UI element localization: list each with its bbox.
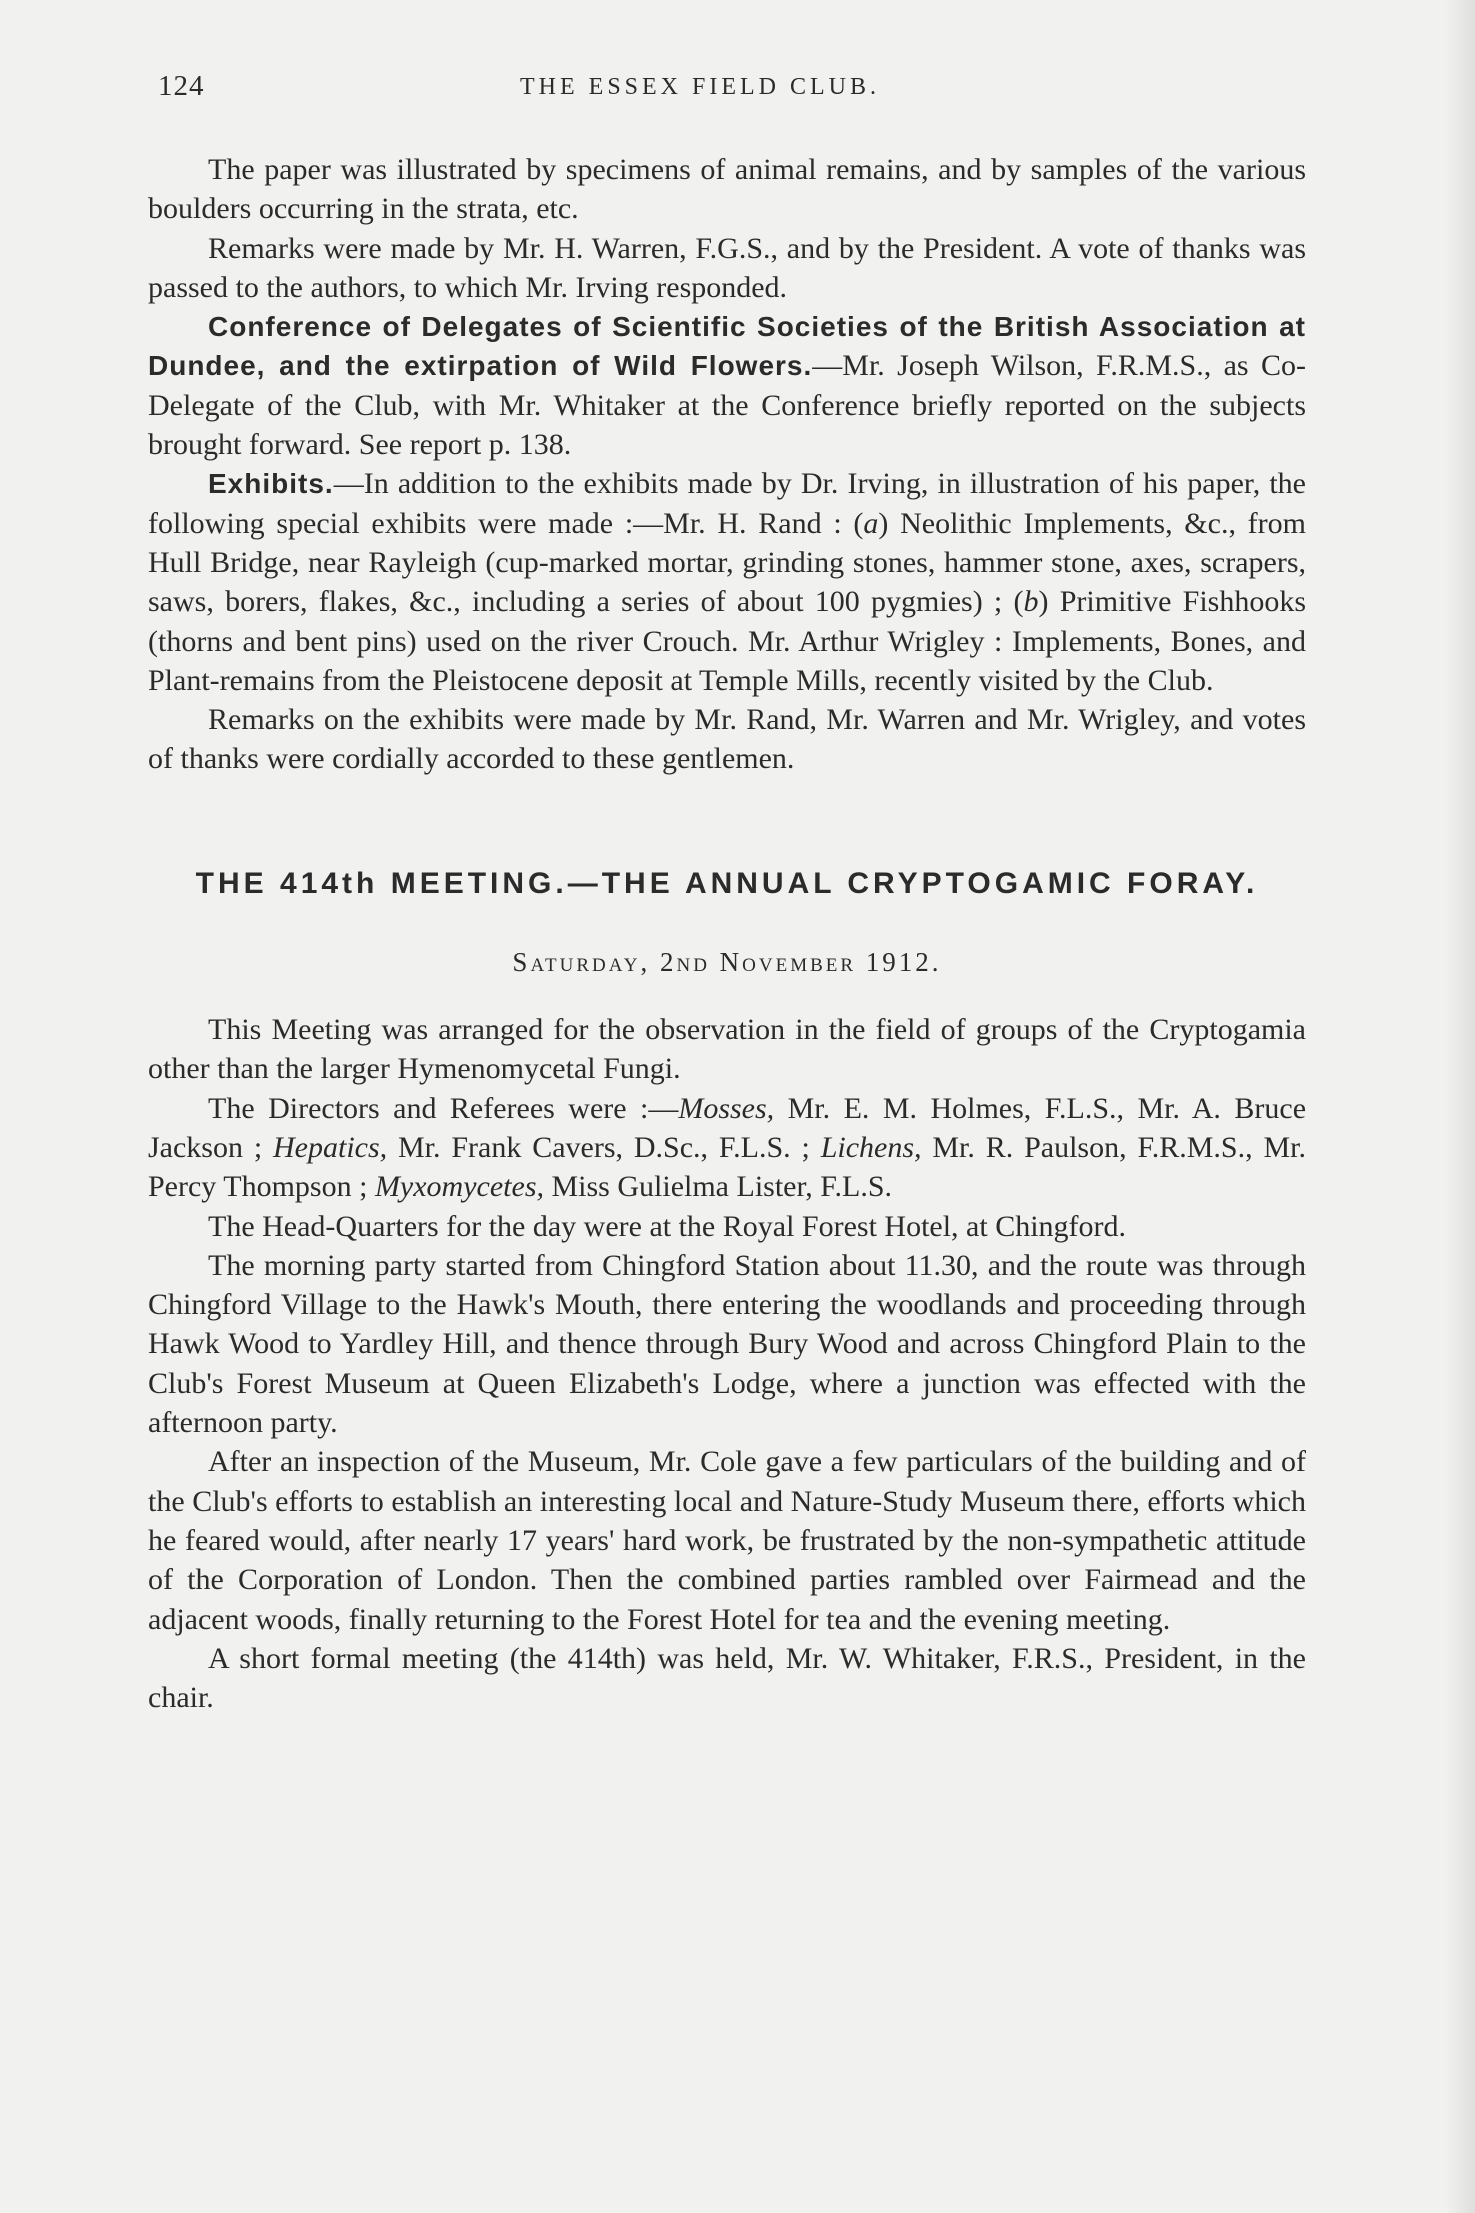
directors-myxomycetes: Myxomycetes, xyxy=(374,1170,544,1204)
paragraph-formal-meeting: A short formal meeting (the 414th) was held, Mr. W. Whitaker, F.R.S., President, in the chair. xyxy=(148,1641,1306,1715)
journal-title: THE ESSEX FIELD CLUB. xyxy=(520,74,880,100)
directors-lichens: Lichens, xyxy=(820,1130,922,1164)
page xyxy=(148,60,1306,1717)
paragraph-remarks-exhibits: Remarks on the exhibits were made by Mr. Rand, Mr. Warren and Mr. Wrigley, and votes of thanks were cordially accorded to these gentlemen. xyxy=(148,703,1306,776)
exhibits-label-a: a xyxy=(863,506,879,540)
paragraph-illustrated: The paper was illustrated by specimens of animal remains, and by samples of the various boulders occurring in the strata, etc. xyxy=(148,153,1306,226)
conference-run-in: Conference of Delegates of Scientific Societies of the British Association at Dundee, and the extirpation of Wild Flowers. xyxy=(148,311,1306,382)
section-body xyxy=(148,1010,1306,1717)
exhibits-run-in: Exhibits. xyxy=(208,468,334,500)
directors-text-5: Miss Gulielma Lister, F.L.S. xyxy=(544,1170,893,1204)
body-text xyxy=(148,150,1306,1717)
directors-mosses: Mosses, xyxy=(678,1091,775,1125)
exhibits-text-1: —In addition to the exhibits made by Dr. Irving, in illustration of his paper, the following special exhibits were made :—Mr. H. Rand : ( xyxy=(148,467,1306,540)
page-edge-shadow xyxy=(1445,0,1475,2213)
paragraph-morning-party: The morning party started from Chingford Station about 11.30, and the route was through Chingford Village to the Hawk's Mouth, there entering the woodlands and proceeding through Hawk Wood to Yardley Hill, and thence through Bury Wood and across Chingford Plain to the Club's Forest Museum at Queen Elizabeth's Lodge, where a junction was effected with the afternoon party. xyxy=(148,1248,1306,1440)
exhibits-text-3: ) Primitive Fishhooks (thorns and bent pins) used on the river Crouch. Mr. Arthur Wrigley : Implements, Bones, and Plant-remains from the Pleistocene deposit at Temple Mills, recently visited by the Club. xyxy=(148,585,1306,697)
section-date: Saturday, 2nd November 1912. xyxy=(512,946,942,977)
paragraph-museum-inspection: After an inspection of the Museum, Mr. Cole gave a few particulars of the building and of the Club's efforts to establish an interesting local and Nature-Study Museum there, efforts which he feared would, after nearly 17 years' hard work, be frustrated by the non-sympathetic attitude of the Corporation of London. Then the combined parties rambled over Fairmead and the adjacent woods, finally returning to the Forest Hotel for tea and the evening meeting. xyxy=(148,1445,1306,1636)
paragraph-head-quarters: The Head-Quarters for the day were at the Royal Forest Hotel, at Chingford. xyxy=(208,1209,1127,1243)
exhibits-text-2: ) Neolithic Implements, &c., from Hull Bridge, near Rayleigh (cup-marked mortar, grinding stones, hammer stone, axes, scrapers, saws, borers, flakes, &c., including a series of about 100 pygmies) ; ( xyxy=(148,506,1306,619)
directors-text-4: Mr. R. Paulson, F.R.M.S., Mr. Percy Thompson ; xyxy=(148,1130,1306,1204)
directors-text-2: Mr. E. M. Holmes, F.L.S., Mr. A. Bruce Jackson ; xyxy=(148,1091,1307,1164)
paragraph-remarks: Remarks were made by Mr. H. Warren, F.G.S., and by the President. A vote of thanks was passed to the authors, to which Mr. Irving responded. xyxy=(148,231,1306,304)
exhibits-label-b: b xyxy=(1023,585,1039,619)
paragraph-directors xyxy=(148,1089,1306,1207)
directors-text-3: Mr. Frank Cavers, D.Sc., F.L.S. ; xyxy=(387,1130,821,1164)
paragraph-meeting-arranged: This Meeting was arranged for the observation in the field of groups of the Cryptogamia other than the larger Hymenomycetal Fungi. xyxy=(148,1013,1306,1086)
paragraph-conference xyxy=(148,307,1306,464)
running-head xyxy=(148,60,1306,108)
page-number: 124 xyxy=(158,70,205,102)
paragraph-exhibits xyxy=(148,464,1306,700)
section-heading: THE 414th MEETING.—THE ANNUAL CRYPTOGAMIC FORAY. xyxy=(195,866,1259,900)
directors-text-1: The Directors and Referees were :— xyxy=(208,1091,679,1125)
conference-text: —Mr. Joseph Wilson, F.R.M.S., as Co-Delegate of the Club, with Mr. Whitaker at the Conference briefly reported on the subjects brought forward. See report p. 138. xyxy=(148,349,1306,462)
directors-hepatics: Hepatics, xyxy=(273,1130,388,1164)
